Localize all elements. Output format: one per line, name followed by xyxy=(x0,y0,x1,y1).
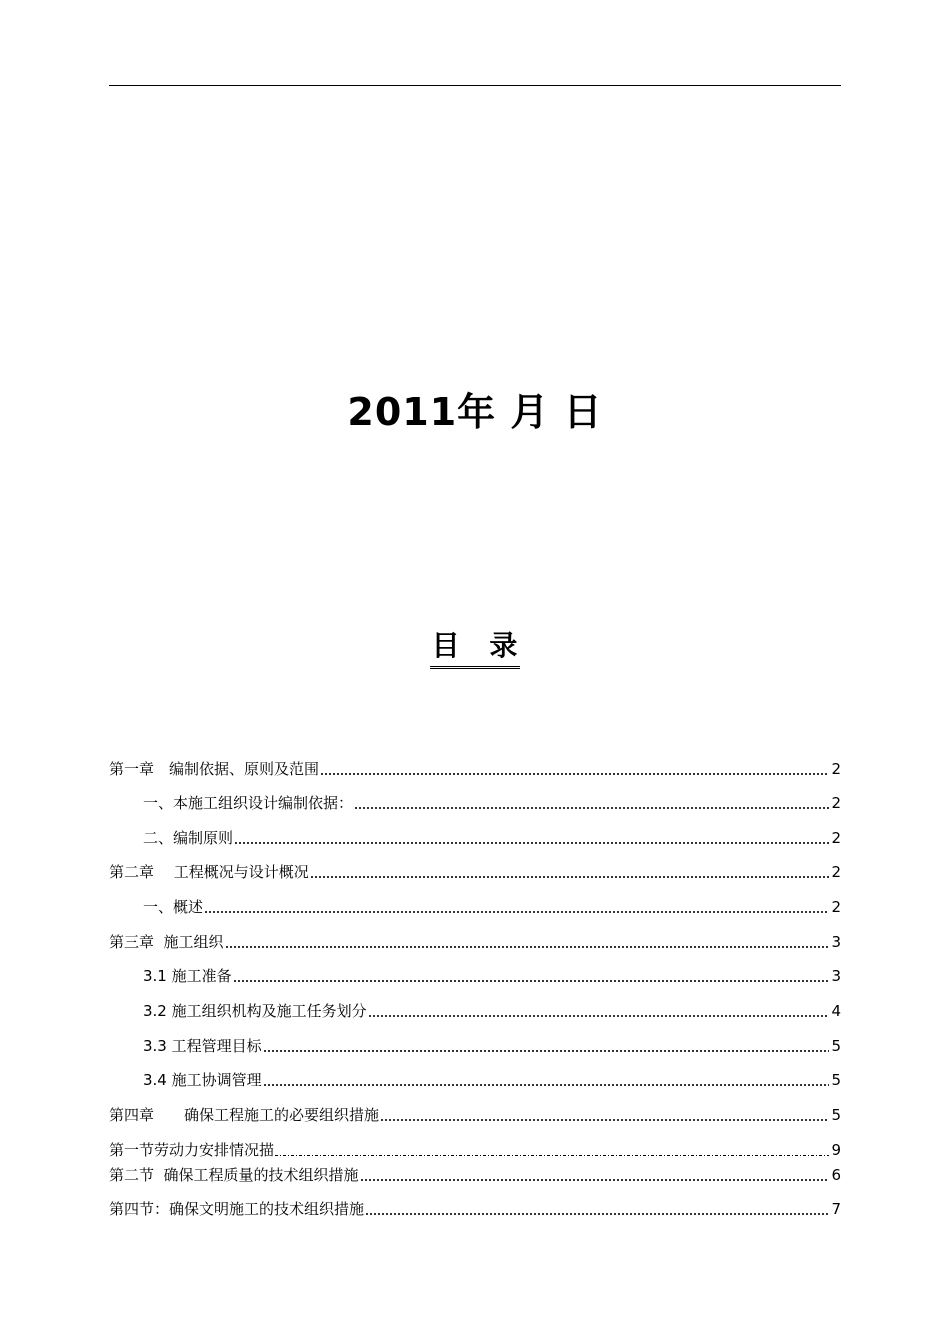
toc-entry-page: 2 xyxy=(831,794,841,812)
toc-entry[interactable] xyxy=(143,1066,841,1090)
toc-entry[interactable] xyxy=(143,824,841,848)
toc-leader xyxy=(233,980,830,982)
toc-leader xyxy=(368,1015,830,1017)
toc-leader xyxy=(360,1179,830,1181)
toc-title: 目 录 xyxy=(430,628,521,669)
toc-entry-page: 2 xyxy=(831,863,841,881)
toc-entry[interactable] xyxy=(143,997,841,1021)
toc-entry[interactable] xyxy=(109,858,841,882)
toc-entry-page: 3 xyxy=(831,967,841,985)
header-rule xyxy=(109,85,841,86)
toc-entry-page: 4 xyxy=(831,1002,841,1020)
toc-entry-label: 一、概述 xyxy=(143,898,204,916)
toc-entry[interactable] xyxy=(109,1101,841,1125)
date-heading: 2011年 月 日 xyxy=(347,390,603,434)
toc-leader xyxy=(380,1119,829,1121)
toc-entry-page: 3 xyxy=(831,933,841,951)
toc-entry-page: 6 xyxy=(831,1166,841,1184)
toc-entry-label: 3.1 施工准备 xyxy=(143,967,232,985)
toc-entry[interactable] xyxy=(143,962,841,986)
toc-entry-label: 3.3 工程管理目标 xyxy=(143,1037,262,1055)
toc-entry-label: 第二节 确保工程质量的技术组织措施 xyxy=(109,1166,359,1184)
toc-entry-page: 5 xyxy=(831,1037,841,1055)
toc-leader xyxy=(225,946,830,948)
toc-entry[interactable] xyxy=(109,928,841,952)
toc-leader xyxy=(320,773,829,775)
toc-entry-label: 第三章 施工组织 xyxy=(109,933,224,951)
toc-entry-page: 2 xyxy=(831,898,841,916)
toc-entry[interactable] xyxy=(109,755,841,779)
toc-entry-label: 3.4 施工协调管理 xyxy=(143,1071,262,1089)
toc-entry-label: 第四章 确保工程施工的必要组织措施 xyxy=(109,1106,380,1124)
toc-leader xyxy=(263,1050,830,1052)
toc-entry[interactable] xyxy=(109,1136,841,1160)
toc-leader xyxy=(310,876,830,878)
toc-entry-label: 3.2 施工组织机构及施工任务划分 xyxy=(143,1002,367,1020)
toc-entry-page: 9 xyxy=(831,1141,841,1159)
toc-entry-page: 5 xyxy=(831,1106,841,1124)
toc-entry-page: 5 xyxy=(831,1071,841,1089)
toc-entry-label: 二、编制原则 xyxy=(143,829,234,847)
toc-entry-page: 2 xyxy=(831,760,841,778)
toc-leader xyxy=(354,807,829,809)
toc-leader xyxy=(263,1084,830,1086)
toc-leader xyxy=(365,1213,829,1215)
toc-entry[interactable] xyxy=(143,1032,841,1056)
toc-entry[interactable] xyxy=(143,789,841,813)
toc-entry-page: 7 xyxy=(831,1200,841,1218)
toc-leader xyxy=(234,842,829,844)
toc-entry-label: 第一节劳动力安排情况描 xyxy=(109,1141,275,1159)
toc-entry-label: 一、本施工组织设计编制依据： xyxy=(143,794,354,812)
toc-entry-label: 第一章 编制依据、原则及范围 xyxy=(109,760,320,778)
toc-entry-page: 2 xyxy=(831,829,841,847)
toc-entry[interactable] xyxy=(109,1195,841,1219)
toc-entry[interactable] xyxy=(109,1161,841,1185)
toc-leader xyxy=(204,911,829,913)
toc-leader xyxy=(275,1155,829,1156)
toc-title-block xyxy=(0,628,950,669)
toc-entry[interactable] xyxy=(143,893,841,917)
toc-entry-label: 第二章 工程概况与设计概况 xyxy=(109,863,309,881)
toc-entry-label: 第四节：确保文明施工的技术组织措施 xyxy=(109,1200,365,1218)
